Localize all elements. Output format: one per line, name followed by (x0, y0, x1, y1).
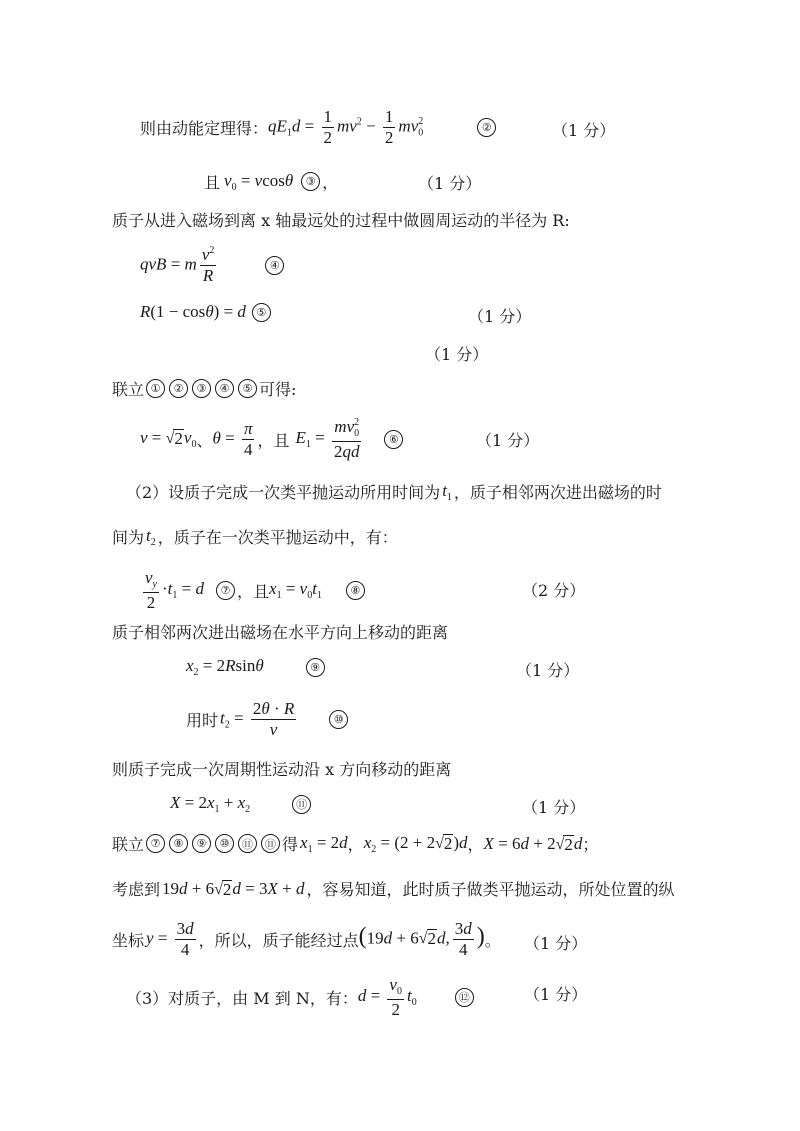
marker-8: ⑧ (346, 581, 365, 600)
equation-v: v = √ 2 $v_0$ (140, 428, 197, 451)
score-line-1: （1 分） (552, 121, 616, 140)
marker-2: ② (477, 118, 496, 137)
marker-6: ⑥ (384, 430, 403, 449)
text-line-12: 质子相邻两次进出磁场在水平方向上移动的距离 (112, 623, 449, 642)
text-line-18: 考虑到 19d + 6 √ 2 d = 3X + d ，容易知道，此时质子做类平抛运动，所处位置的纵 (112, 878, 675, 899)
marker-12: ⑫ (455, 988, 474, 1007)
equation-point: (19d + 6 √ 2 d, $\frac{3d}{4}$ ) (358, 919, 485, 959)
marker-7: ⑦ (216, 581, 235, 600)
equation-theta: θ = $\frac{\pi}{4}$ (212, 418, 253, 459)
equation-X: $X = 2x_1 + x_2$ (170, 793, 251, 815)
marker-10: ⑩ (329, 710, 348, 729)
equation-d: $\frac{v_y}{2}$ $\cdot t_1 = d$ (145, 568, 204, 612)
equation-t2: $t_2$ = $\frac{2\theta \cdot R}{v}$ (220, 699, 295, 739)
score-line-13: （1 分） (516, 661, 580, 680)
equation-v0: $v_0 = vcos\theta$ (224, 170, 294, 193)
marker-5: ⑤ (252, 303, 271, 322)
intro-text: 则由动能定理得： (140, 118, 269, 138)
text-line-10: 间为 $t_2$ ，质子在一次类平抛运动中，有： (112, 525, 398, 548)
text-line-9: （2）设质子完成一次类平抛运动所用时间为 $t_1$ ，质子相邻两次进出磁场的时 (126, 480, 662, 503)
text-line-19: 坐标 y = $\frac{3d}{4}$ ，所以，质子能经过点 (19d + 6 √ 2 d, $\frac{3d}{4}$ ) 。 (112, 919, 501, 959)
score-line-8: （1 分） (476, 431, 540, 450)
equation-radius: R(1 − cosθ) = d (140, 302, 246, 321)
equation-X-result: X = 6d + 2 √ 2 d (483, 833, 583, 854)
marker-4: ④ (265, 256, 284, 275)
text-line-3: 质子从进入磁场到离 x 轴最远处的过程中做圆周运动的半径为 R: (112, 211, 570, 230)
text-line-17: 联立 ⑦ ⑧ ⑨ ⑩ ⑪ ⑪ 得 $x_1 = 2d$ ， $x_2 = (2 + 2$ √ 2 )d ， X = 6d + 2 √ 2 d ； (112, 832, 599, 855)
eq-line-14: 用时 $t_2$ = $\frac{2\theta \cdot R}{v}$ ⑩ (186, 700, 350, 739)
eq-line-13 (186, 656, 327, 678)
equation-y: y = $\frac{3d}{4}$ (146, 919, 194, 959)
eq-line-1 (140, 108, 498, 147)
marker-9: ⑨ (306, 658, 325, 677)
eq-line-16 (170, 793, 313, 815)
text-line-15: 则质子完成一次周期性运动沿 x 方向移动的距离 (112, 760, 452, 779)
equation-x2: $x_2 = 2Rsin\theta$ (186, 656, 264, 678)
score-line-5: （1 分） (468, 307, 532, 326)
score-line-16: （1 分） (522, 798, 586, 817)
equation-x2-result: $x_2 = (2 + 2$ √ 2 )d (363, 832, 468, 855)
equation-t0: d = $\frac{v_0}{2}$ $t_0$ (357, 975, 417, 1019)
equation-E1: $E_1$ = $\frac{mv_0^2}{2qd}$ (295, 417, 360, 461)
marker-3: ③ (301, 172, 320, 191)
score-line-2: （1 分） (418, 174, 482, 193)
equation-lorentz: qvB = m $\frac{v^2}{R}$ (140, 245, 215, 285)
eq-line-20: （3）对质子，由 M 到 N，有： d = $\frac{v_0}{2}$ $t_0$ ⑫ (126, 976, 476, 1018)
eq-line-8: v = √ 2 $v_0$ 、 θ = $\frac{\pi}{4}$ ，且 $E_1$ = $\frac{mv_0^2}{2qd}$ ⑥ (140, 418, 405, 460)
score-line-6: （1 分） (425, 345, 489, 364)
score-line-19: （1 分） (524, 934, 588, 953)
eq-line-11: $\frac{v_y}{2}$ $\cdot t_1 = d$ ⑦ ，且 $x_1 = v_0t_1$ ⑧ (140, 569, 367, 611)
text-line-7: 联立 ① ② ③ ④ ⑤ 可得: (112, 380, 297, 399)
equation-x1-result: $x_1 = 2d$ (300, 832, 348, 855)
equation-x1: $x_1 = v_0t_1$ (269, 579, 322, 602)
equation-kinetic-energy: $qE_1d$ = $\frac{1}{2}$ $mv^2$ − $\frac{1}{2}$ $mv_0^2$ (268, 107, 424, 147)
eq-line-5 (140, 302, 273, 322)
score-line-20: （1 分） (524, 985, 588, 1004)
eq-line-2: 且 $v_0 = vcos\theta$ ③ ， (204, 170, 339, 193)
eq-line-4 (140, 246, 286, 285)
marker-1: ① (146, 379, 165, 398)
equation-position: 19d + 6 √ 2 d = 3X + d (162, 878, 305, 899)
score-line-11: （2 分） (522, 581, 586, 600)
marker-11: ⑪ (292, 795, 311, 814)
